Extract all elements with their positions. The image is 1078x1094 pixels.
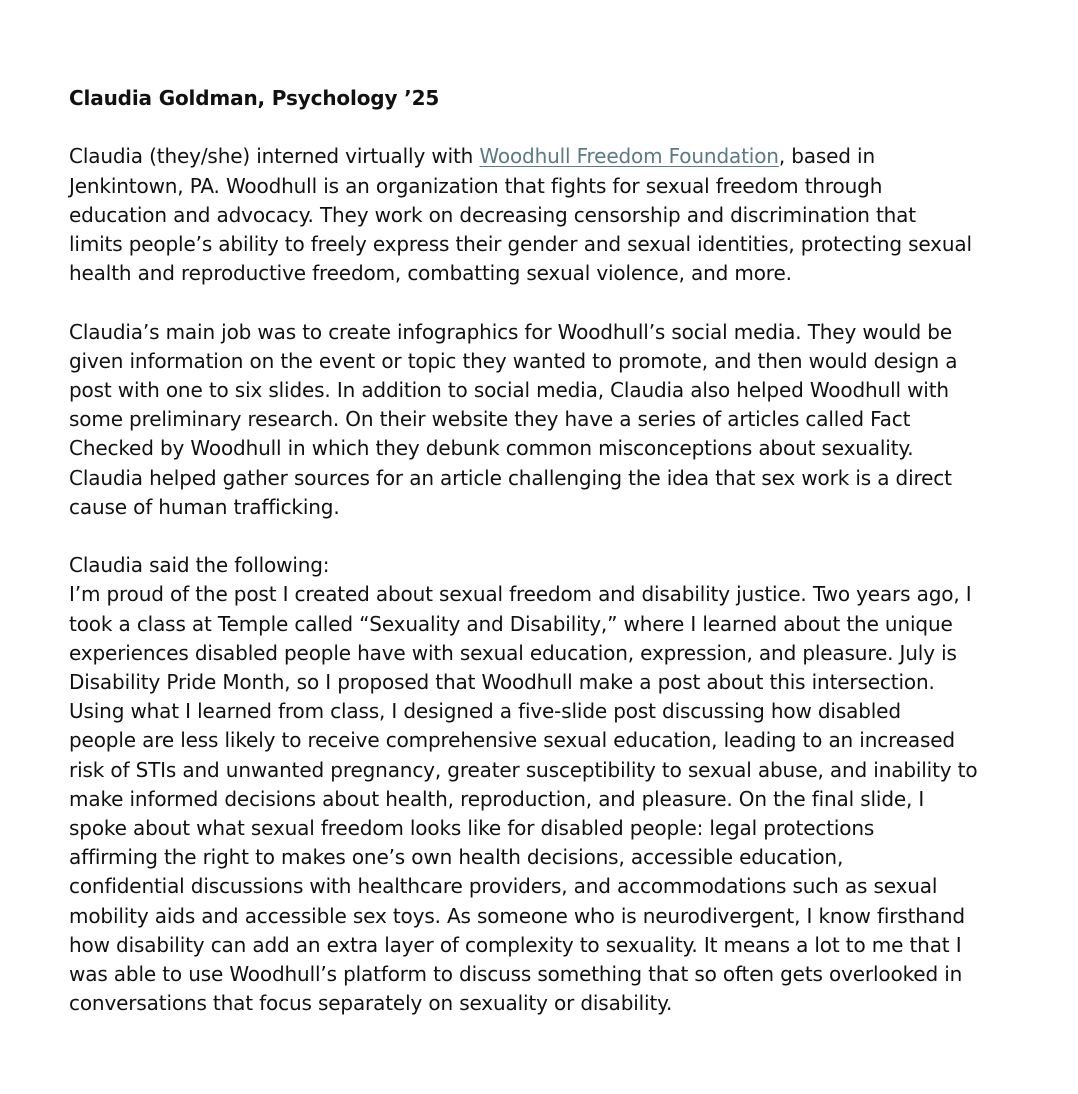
intro-paragraph bbox=[69, 142, 1019, 288]
paragraph-spacer bbox=[69, 522, 1019, 551]
quote-line: was able to use Woodhull’s platform to discuss something that so often gets overlooked in bbox=[69, 962, 963, 987]
quote-paragraph bbox=[69, 551, 1019, 1018]
quote-line: Using what I learned from class, I designed a five-slide post discussing how disabled bbox=[69, 699, 901, 724]
quote-line: how disability can add an extra layer of complexity to sexuality. It means a lot to me that I bbox=[69, 932, 962, 957]
job-line: Checked by Woodhull in which they debunk common misconceptions about sexuality. bbox=[69, 436, 914, 461]
quote-line: make informed decisions about health, reproduction, and pleasure. On the final slide, I bbox=[69, 786, 925, 811]
quote-line: affirming the right to makes one’s own health decisions, accessible education, bbox=[69, 845, 844, 870]
quote-line: I’m proud of the post I created about sexual freedom and disability justice. Two years ago, I bbox=[69, 582, 972, 607]
intro-line: education and advocacy. They work on decreasing censorship and discrimination that bbox=[69, 202, 916, 227]
intro-line: health and reproductive freedom, combatting sexual violence, and more. bbox=[69, 261, 792, 286]
quote-line: mobility aids and accessible sex toys. As someone who is neurodivergent, I know firsthand bbox=[69, 903, 965, 928]
job-line: some preliminary research. On their website they have a series of articles called Fact bbox=[69, 407, 911, 432]
intro-after-link: , based in bbox=[778, 144, 875, 169]
intro-line: Jenkintown, PA. Woodhull is an organization that fights for sexual freedom through bbox=[69, 173, 883, 198]
document-title: Claudia Goldman, Psychology ’25 bbox=[69, 86, 440, 110]
quote-line: conversations that focus separately on sexuality or disability. bbox=[69, 991, 673, 1016]
quote-intro: Claudia said the following: bbox=[69, 553, 330, 578]
job-line: cause of human trafficking. bbox=[69, 494, 340, 519]
quote-line: spoke about what sexual freedom looks like for disabled people: legal protections bbox=[69, 816, 875, 841]
job-line: post with one to six slides. In addition to social media, Claudia also helped Woodhull with bbox=[69, 377, 949, 402]
intro-line-0 bbox=[69, 142, 1019, 171]
quote-line: risk of STIs and unwanted pregnancy, greater susceptibility to sexual abuse, and inability to bbox=[69, 757, 978, 782]
quote-line: Disability Pride Month, so I proposed that Woodhull make a post about this intersection. bbox=[69, 670, 935, 694]
quote-line: people are less likely to receive comprehensive sexual education, leading to an increased bbox=[69, 728, 955, 753]
paragraph-spacer bbox=[69, 113, 1019, 142]
quote-line: experiences disabled people have with sexual education, expression, and pleasure. July is bbox=[69, 640, 957, 665]
quote-line: confidential discussions with healthcare providers, and accommodations such as sexual bbox=[69, 874, 938, 899]
intro-line: limits people’s ability to freely express their gender and sexual identities, protecting sexual bbox=[69, 231, 972, 256]
job-paragraph bbox=[69, 318, 1019, 522]
intro-before-link: Claudia (they/she) interned virtually with bbox=[69, 144, 480, 169]
job-line: Claudia’s main job was to create infographics for Woodhull’s social media. They would be bbox=[69, 319, 953, 344]
quote-line: took a class at Temple called “Sexuality and Disability,” where I learned about the unique bbox=[69, 611, 953, 636]
job-line: Claudia helped gather sources for an article challenging the idea that sex work is a direct bbox=[69, 465, 952, 490]
woodhull-link[interactable]: Woodhull Freedom Foundation bbox=[479, 144, 779, 169]
document-body bbox=[69, 84, 1019, 1018]
paragraph-spacer bbox=[69, 288, 1019, 317]
job-line: given information on the event or topic they wanted to promote, and then would design a bbox=[69, 348, 958, 373]
